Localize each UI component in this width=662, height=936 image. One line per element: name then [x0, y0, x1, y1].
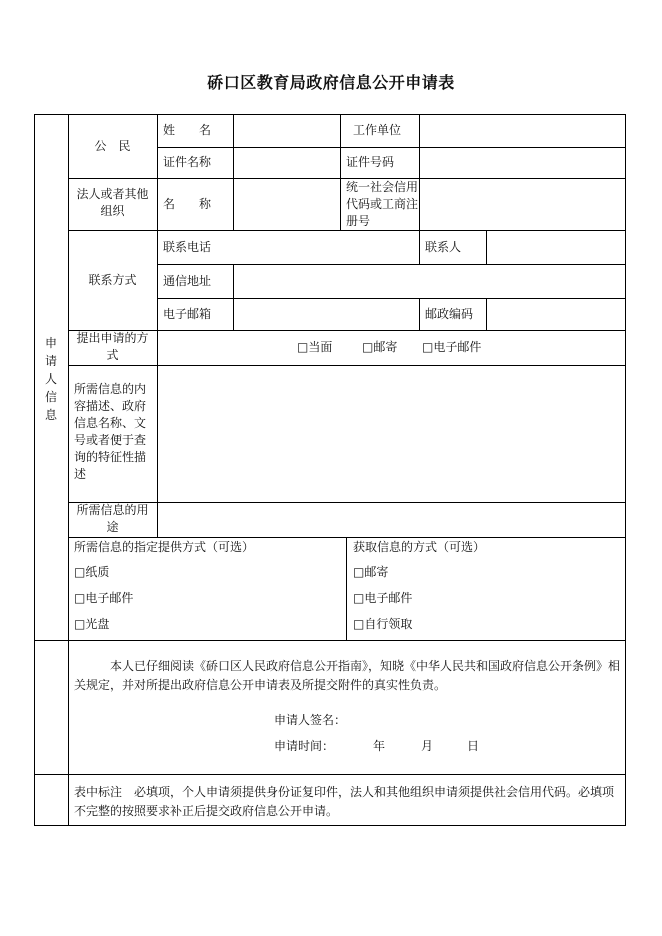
date-month-label: 月: [421, 739, 434, 753]
obtain-method-label: 获取信息的方式（可选）: [353, 540, 486, 554]
info-purpose-label: 所需信息的用途: [76, 503, 149, 534]
contact-person-label: 联系人: [425, 240, 462, 254]
postal-code-label: 邮政编码: [425, 307, 474, 321]
checkbox-icon[interactable]: □: [353, 617, 365, 631]
method-option-mail[interactable]: □邮寄: [362, 340, 398, 354]
id-name-field[interactable]: [235, 149, 339, 177]
contact-label: 联系方式: [88, 273, 137, 287]
work-unit-label: 工作单位: [353, 123, 402, 137]
email-label: 电子邮箱: [163, 307, 212, 321]
checkbox-icon[interactable]: □: [297, 340, 309, 354]
entity-name-label: 名 称: [163, 197, 212, 211]
checkbox-icon[interactable]: □: [353, 565, 365, 579]
contact-person-field[interactable]: [488, 232, 624, 263]
address-field[interactable]: [235, 266, 624, 297]
name-label: 姓 名: [163, 123, 212, 137]
application-method-label: 提出申请的方式: [76, 331, 149, 362]
id-number-field[interactable]: [421, 149, 624, 177]
date-day-label: 日: [467, 739, 480, 753]
credit-code-label: 统一社会信用代码或工商注册号: [346, 180, 419, 228]
postal-code-field[interactable]: [488, 300, 624, 329]
method-option-email[interactable]: □电子邮件: [422, 340, 482, 354]
phone-field[interactable]: [235, 232, 418, 263]
applicant-info-side-label: 申请人信息: [44, 336, 57, 422]
checkbox-icon[interactable]: □: [362, 340, 374, 354]
address-label: 通信地址: [163, 274, 212, 288]
checkbox-icon[interactable]: □: [74, 591, 86, 605]
method-option-in-person[interactable]: □当面: [297, 340, 333, 354]
signature-field[interactable]: [346, 710, 596, 730]
date-year-label: 年: [373, 739, 386, 753]
declaration-text: 本人已仔细阅读《硚口区人民政府信息公开指南》，知晓《中华人民共和国政府信息公开条例》相关规定，并对所提出政府信息公开申请表及所提交附件的真实性负责。: [74, 659, 621, 692]
email-field[interactable]: [235, 300, 418, 329]
provide-option-disc[interactable]: □光盘: [74, 617, 110, 631]
page-title: 硚口区教育局政府信息公开申请表: [207, 73, 455, 92]
citizen-label: 公 民: [94, 139, 131, 153]
info-description-label: 所需信息的内容描述、政府信息名称、文号或者便于查询的特征性描述: [74, 382, 147, 481]
credit-code-field[interactable]: [421, 180, 624, 229]
checkbox-icon[interactable]: □: [74, 565, 86, 579]
id-number-label: 证件号码: [346, 155, 395, 169]
form-note: 表中标注 必填项，个人申请须提供身份证复印件，法人和其他组织申请须提供社会信用代码。必填项不完整的按照要求补正后提交政府信息公开申请。: [74, 785, 615, 818]
obtain-option-email[interactable]: □电子邮件: [353, 591, 413, 605]
info-description-field[interactable]: [159, 367, 624, 501]
provide-option-paper[interactable]: □纸质: [74, 565, 110, 579]
provide-method-label: 所需信息的指定提供方式（可选）: [74, 540, 255, 554]
info-purpose-field[interactable]: [159, 504, 624, 536]
provide-option-email[interactable]: □电子邮件: [74, 591, 134, 605]
obtain-option-self-pickup[interactable]: □自行领取: [353, 617, 413, 631]
date-label: 申请时间：: [274, 739, 335, 753]
signature-label: 申请人签名：: [274, 713, 347, 727]
legal-entity-label: 法人或者其他组织: [76, 187, 149, 218]
phone-label: 联系电话: [163, 240, 212, 254]
checkbox-icon[interactable]: □: [422, 340, 434, 354]
checkbox-icon[interactable]: □: [74, 617, 86, 631]
name-field[interactable]: [235, 116, 339, 146]
work-unit-field[interactable]: [421, 116, 624, 146]
checkbox-icon[interactable]: □: [353, 591, 365, 605]
entity-name-field[interactable]: [235, 180, 339, 229]
id-name-label: 证件名称: [163, 155, 212, 169]
obtain-option-mail[interactable]: □邮寄: [353, 565, 389, 579]
